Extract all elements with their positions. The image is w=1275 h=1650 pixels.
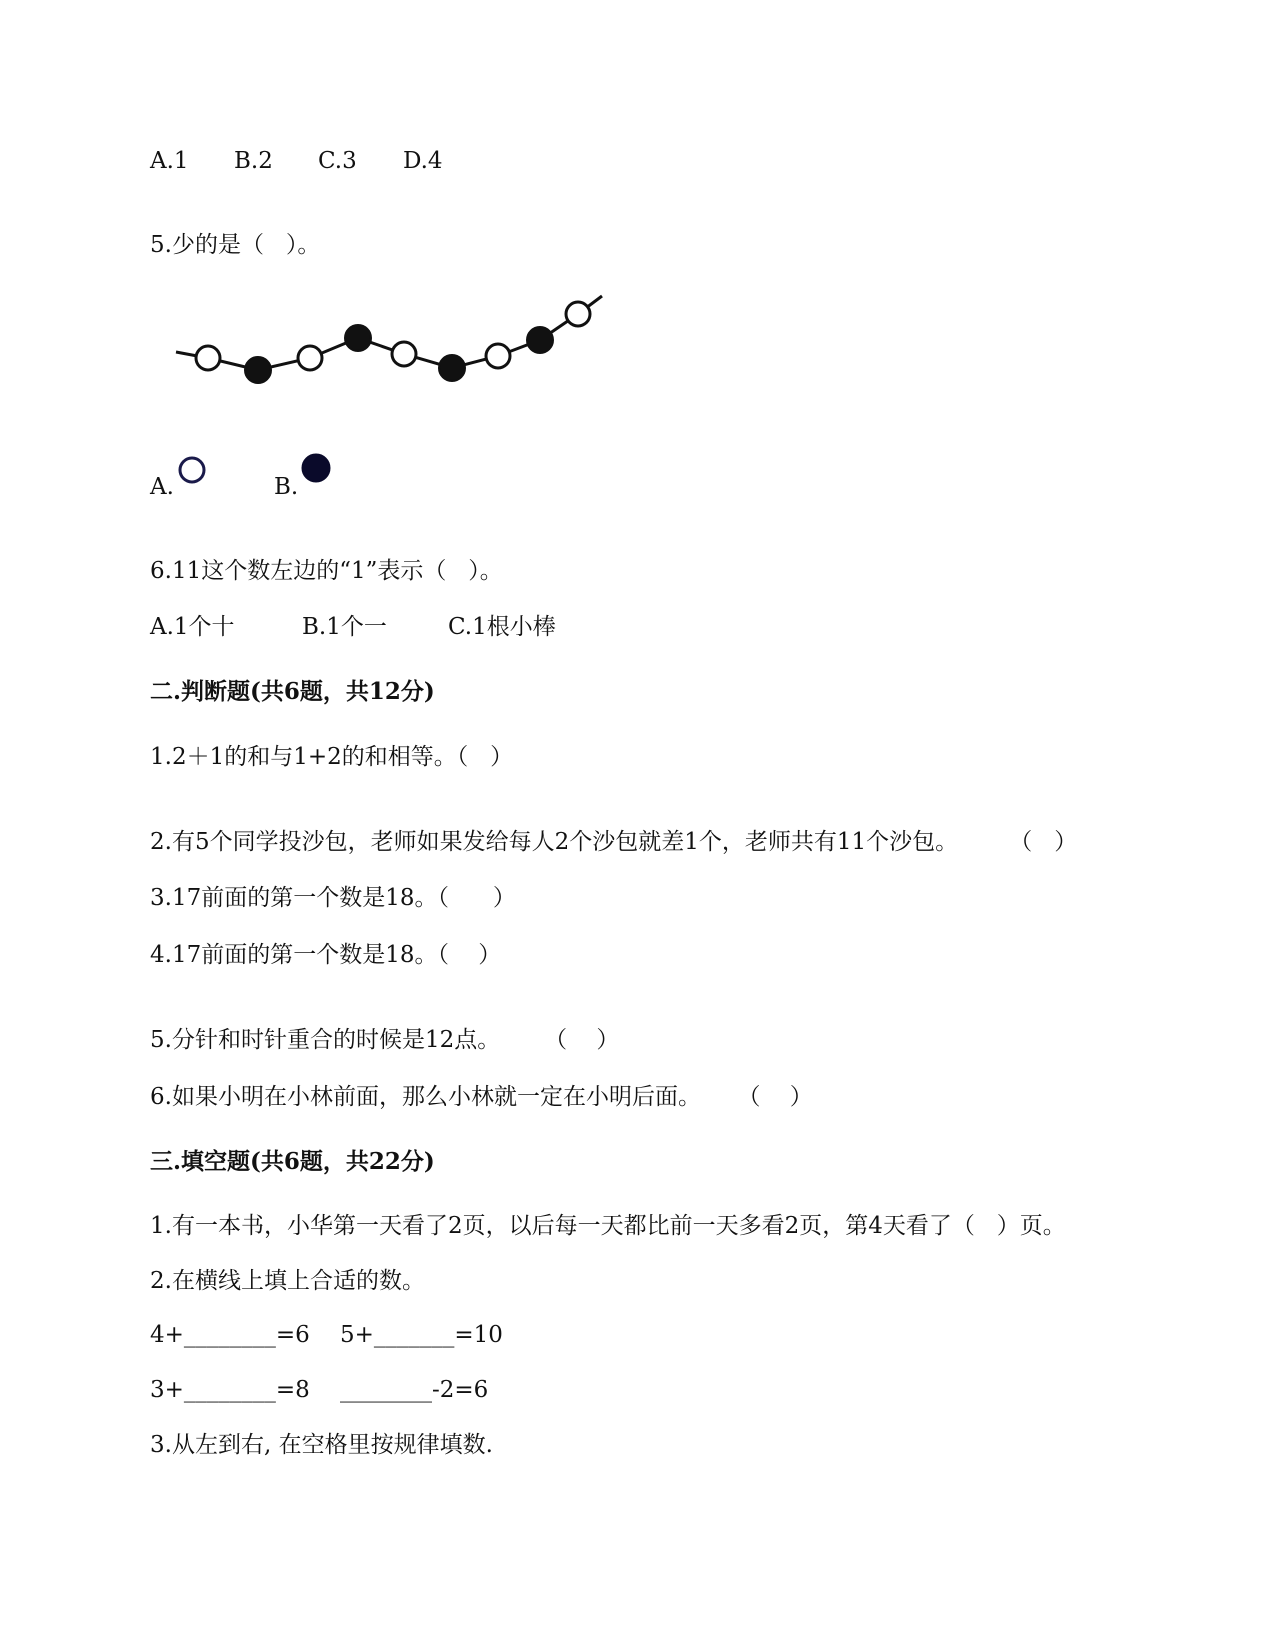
bead-white: [392, 342, 416, 366]
bead-white: [196, 346, 220, 370]
fill-item-2: 2.在横线上填上合适的数。: [150, 1268, 425, 1294]
fill-item-3: 3.从左到右, 在空格里按规律填数.: [150, 1432, 493, 1458]
bead-black: [345, 325, 371, 351]
judge-item-4: 4.17前面的第一个数是18。（ ）: [150, 942, 502, 968]
bead-white: [486, 344, 510, 368]
judge-item-5: 5.分针和时针重合的时候是12点。 （ ）: [150, 1027, 620, 1053]
question-6: 6.11这个数左边的“1”表示（ ）。: [150, 558, 503, 584]
question-5: 5.少的是（ ）。: [150, 232, 321, 258]
bead-black: [245, 357, 271, 383]
blank-equation-2: 5+_______=10: [340, 1322, 503, 1348]
bead-white: [566, 302, 590, 326]
fill-item-1: 1.有一本书，小华第一天看了2页，以后每一天都比前一天多看2页，第4天看了（ ）页。: [150, 1213, 1066, 1239]
blank-equation-4: ________-2=6: [340, 1377, 489, 1403]
bead-black: [527, 327, 553, 353]
blank-equation-1: 4+________=6: [150, 1322, 310, 1348]
option-b: B.2: [234, 148, 273, 174]
option-c: C.3: [318, 148, 357, 174]
section-3-heading: 三.填空题(共6题，共22分): [150, 1148, 435, 1175]
option-a: A.1: [150, 148, 189, 174]
q5-option-b: B.: [274, 474, 299, 500]
q6-option-a: A.1个十: [150, 614, 235, 640]
bead-black: [439, 355, 465, 381]
judge-item-6: 6.如果小明在小林前面，那么小林就一定在小明后面。 （ ）: [150, 1084, 813, 1110]
q6-option-b: B.1个一: [302, 614, 387, 640]
option-d: D.4: [403, 148, 443, 174]
judge-item-1: 1.2＋1的和与1+2的和相等。（ ）: [150, 744, 514, 770]
judge-item-3: 3.17前面的第一个数是18。（ ）: [150, 885, 516, 911]
q6-option-c: C.1根小棒: [448, 614, 556, 640]
section-2-heading: 二.判断题(共6题，共12分): [150, 678, 435, 705]
bead-string-illustration: [172, 288, 612, 398]
bead-white: [298, 346, 322, 370]
black-bead-icon: [300, 452, 332, 484]
q5-option-a: A.: [150, 474, 174, 500]
white-bead-icon: [176, 454, 208, 486]
blank-equation-3: 3+________=8: [150, 1377, 310, 1403]
judge-item-2: 2.有5个同学投沙包，老师如果发给每人2个沙包就差1个，老师共有11个沙包。 （ ）: [150, 829, 1078, 855]
